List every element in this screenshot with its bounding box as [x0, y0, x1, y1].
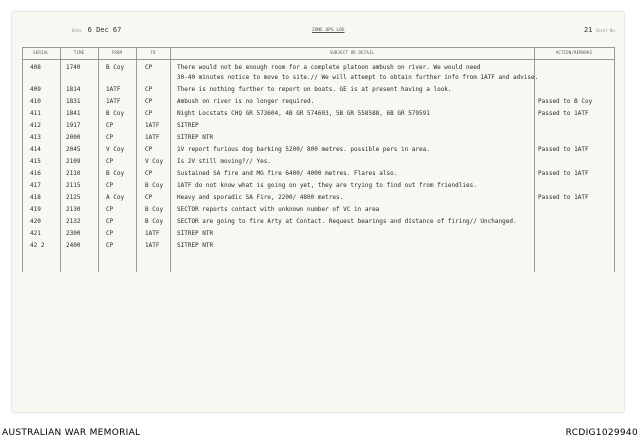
log-entry-row	[12, 242, 624, 254]
entry-action: Passed to 1ATF	[538, 110, 589, 117]
column-header-from: FROM	[111, 50, 123, 55]
date-label: Date	[72, 28, 82, 33]
entry-serial: 42 2	[30, 242, 45, 249]
entry-to: 1ATF	[145, 122, 160, 129]
entry-serial: 410	[30, 98, 41, 105]
entry-to: 1ATF	[145, 230, 160, 237]
entry-serial: 417	[30, 182, 41, 189]
entry-from: A Coy	[106, 194, 125, 201]
entry-subject: 30-40 minutes notice to move to site.// We will attempt to obtain further info from 1ATF and advise.	[177, 74, 539, 81]
entry-from: V Coy	[106, 146, 125, 153]
entry-from: CP	[106, 122, 114, 129]
entry-to: V Coy	[145, 158, 164, 165]
page-number-value: 21	[584, 26, 593, 34]
entry-serial: 414	[30, 146, 41, 153]
entry-serial: 412	[30, 122, 41, 129]
entry-time: 1831	[66, 98, 81, 105]
entry-action: Passed to 1ATF	[538, 194, 589, 201]
column-header-action: ACTION/REMARKS	[555, 50, 593, 55]
entry-subject: 1V report furious dog barking 5200/ 800 metres. possible pers in area.	[177, 146, 430, 153]
entry-serial: 408	[30, 64, 41, 71]
entry-subject: There is nothing further to report on boats. GE is at present having a look.	[177, 86, 452, 93]
entry-time: 1814	[66, 86, 81, 93]
entry-to: CP	[145, 170, 153, 177]
entry-time: 1841	[66, 110, 81, 117]
entry-time: 2109	[66, 158, 81, 165]
entry-time: 1917	[66, 122, 81, 129]
entry-to: 1ATF	[145, 242, 160, 249]
entry-serial: 419	[30, 206, 41, 213]
log-entry-row	[12, 122, 624, 134]
log-entry-row	[12, 158, 624, 170]
entry-from: CP	[106, 242, 114, 249]
entry-time: 2125	[66, 194, 81, 201]
entry-from: 1ATF	[106, 98, 121, 105]
header-bottom-rule	[22, 59, 614, 60]
entry-serial: 411	[30, 110, 41, 117]
entry-time: 2132	[66, 218, 81, 225]
entry-to: B Coy	[145, 206, 164, 213]
entry-to: CP	[145, 64, 153, 71]
footer-credit: AUSTRALIAN WAR MEMORIAL	[2, 428, 141, 438]
entry-subject: Sustained SA fire and MG fire 6400/ 4000 metres. Flares also.	[177, 170, 398, 177]
column-header-time: TIME	[73, 50, 85, 55]
log-date	[72, 26, 121, 34]
column-header-to: TO	[150, 50, 156, 55]
log-title: ZONE OPS LOG	[312, 28, 345, 33]
entry-subject: Night Locstats CHQ GR 573604, 4B GR 574603, 5B GR 558588, 6B GR 579591	[177, 110, 430, 117]
entry-to: CP	[145, 110, 153, 117]
entry-from: CP	[106, 218, 114, 225]
entry-subject: SITREP	[177, 122, 199, 129]
entry-time: 1740	[66, 64, 81, 71]
entry-time: 2300	[66, 230, 81, 237]
entry-serial: 416	[30, 170, 41, 177]
entry-time: 2130	[66, 206, 81, 213]
entry-time: 2045	[66, 146, 81, 153]
entry-subject: Ambush on river is no longer required.	[177, 98, 315, 105]
log-entry-row	[12, 98, 624, 110]
entry-subject: SITREP NTR	[177, 242, 214, 249]
entry-to: CP	[145, 194, 153, 201]
entry-subject: Heavy and sporadic SA Fire, 2200/ 4800 metres.	[177, 194, 344, 201]
header-top-rule	[22, 47, 614, 48]
entry-to: CP	[145, 146, 153, 153]
log-entry-row	[12, 206, 624, 218]
log-entry-row	[12, 110, 624, 122]
log-sheet	[12, 12, 624, 412]
entry-to: CP	[145, 86, 153, 93]
column-header-serial: SERIAL	[33, 50, 49, 55]
entry-to: B Coy	[145, 218, 164, 225]
entry-action: Passed to 1ATF	[538, 146, 589, 153]
entry-subject: SECTOR are going to fire Arty at Contact. Request bearings and distance of firing// Unchanged.	[177, 218, 517, 225]
entry-from: 1ATF	[106, 86, 121, 93]
log-entry-row	[12, 146, 624, 158]
entry-time: 2000	[66, 134, 81, 141]
entry-time: 2400	[66, 242, 81, 249]
entry-to: 1ATF	[145, 134, 160, 141]
entry-to: B Coy	[145, 182, 164, 189]
entry-from: B Coy	[106, 64, 125, 71]
entry-action: Passed to B Coy	[538, 98, 593, 105]
page-label: Sheet No.	[595, 28, 618, 33]
entry-subject: SITREP NTR	[177, 230, 214, 237]
entry-to: CP	[145, 98, 153, 105]
entry-serial: 409	[30, 86, 41, 93]
log-entry-row	[12, 230, 624, 242]
entry-action: Passed to 1ATF	[538, 170, 589, 177]
entry-subject: SITREP NTR	[177, 134, 214, 141]
log-entry-row	[12, 86, 624, 98]
entry-from: CP	[106, 206, 114, 213]
entry-from: CP	[106, 134, 114, 141]
entry-serial: 420	[30, 218, 41, 225]
entry-from: CP	[106, 158, 114, 165]
entry-serial: 413	[30, 134, 41, 141]
entry-time: 2115	[66, 182, 81, 189]
footer-record-id: RCDIG1029940	[565, 428, 638, 438]
entry-serial: 418	[30, 194, 41, 201]
log-entry-row	[12, 194, 624, 206]
entry-from: CP	[106, 230, 114, 237]
entry-serial: 421	[30, 230, 41, 237]
page-number	[584, 26, 617, 34]
log-entry-row	[12, 134, 624, 146]
date-value: 6 Dec 67	[87, 26, 122, 34]
entry-subject: 1ATF do not know what is going on yet, they are trying to find out from friendlies.	[177, 182, 477, 189]
entry-from: B Coy	[106, 170, 125, 177]
entry-subject: There would not be enough room for a complete platoon ambush on river. We would need	[177, 64, 481, 71]
log-entry-row	[12, 182, 624, 194]
entry-from: CP	[106, 182, 114, 189]
entry-serial: 415	[30, 158, 41, 165]
log-entry-row	[12, 170, 624, 182]
entry-subject: Is 2V still moving?// Yes.	[177, 158, 271, 165]
entry-subject: SECTOR reports contact with unknown number of VC in area	[177, 206, 380, 213]
log-entry-row	[12, 218, 624, 230]
entry-time: 2110	[66, 170, 81, 177]
log-entry-row	[12, 74, 624, 86]
entry-from: B Coy	[106, 110, 125, 117]
column-header-subject: SUBJECT OR DETAIL	[329, 50, 375, 55]
